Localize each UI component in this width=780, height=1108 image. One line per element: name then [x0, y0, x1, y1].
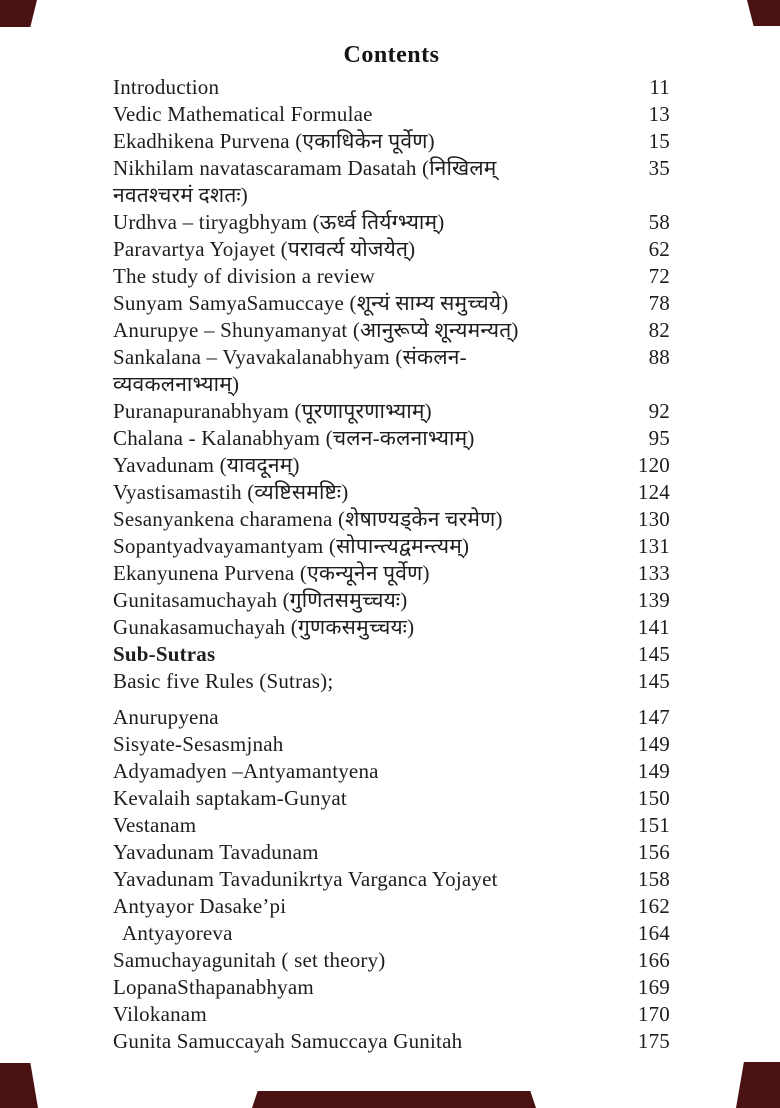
- toc-entry-page: 139: [637, 588, 670, 612]
- toc-entry-label: नवतश्चरमं दशतः): [113, 183, 248, 207]
- toc-entry-page: 130: [637, 507, 670, 531]
- toc-entry-label: Anurupye – Shunyamanyat (आनुरूप्ये शून्यमन्यत्): [113, 318, 519, 342]
- toc-entry-page: 150: [637, 786, 670, 810]
- toc-entry-page: 120: [637, 453, 670, 477]
- toc-entry-page: 162: [637, 894, 670, 918]
- toc-entry-label: Vestanam: [113, 813, 197, 837]
- toc-entry: [113, 344, 670, 371]
- toc-entry-label: Gunita Samuccayah Samuccaya Gunitah: [113, 1029, 463, 1053]
- toc-entry-label: Anurupyena: [113, 705, 219, 729]
- toc-entry-label: Sub-Sutras: [113, 642, 216, 666]
- toc-entry-label: Sunyam SamyaSamuccaye (शून्यं साम्य समुच्चये): [113, 291, 509, 315]
- toc-entry-label: Chalana - Kalanabhyam (चलन-कलनाभ्याम्): [113, 426, 475, 450]
- toc-entry-page: 158: [637, 867, 670, 891]
- scan-corner-mark-bottom-left: [0, 1063, 38, 1108]
- toc-entry-label: Sopantyadvayamantyam (सोपान्त्यद्वमन्त्यम्): [113, 534, 470, 558]
- toc-entry-label: Sesanyankena charamena (शेषाण्यड्केन चरमेण): [113, 507, 503, 531]
- toc-list: [113, 74, 670, 1055]
- toc-entry: [113, 128, 670, 155]
- toc-entry-label: Kevalaih saptakam-Gunyat: [113, 786, 347, 810]
- toc-entry-label: Ekanyunena Purvena (एकन्यूनेन पूर्वेण): [113, 561, 430, 585]
- page-title: Contents: [343, 42, 440, 68]
- toc-entry-label: Sisyate-Sesasmjnah: [113, 732, 284, 756]
- scan-mark-bottom-edge: [252, 1091, 536, 1108]
- toc-entry: [113, 533, 670, 560]
- toc-entry-label: Vedic Mathematical Formulae: [113, 102, 373, 126]
- toc-entry-page: 92: [648, 399, 670, 423]
- toc-entry: [113, 425, 670, 452]
- toc-entry: [113, 839, 670, 866]
- toc-entry-label: Yavadunam Tavadunikrtya Varganca Yojayet: [113, 867, 498, 891]
- toc-entry: [113, 668, 670, 695]
- toc-entry-page: 15: [648, 129, 670, 153]
- toc-entry-page: 133: [637, 561, 670, 585]
- toc-entry-page: 156: [637, 840, 670, 864]
- toc-entry-page: 11: [649, 75, 670, 99]
- toc-entry: [113, 74, 670, 101]
- toc-entry-page: 149: [637, 759, 670, 783]
- toc-entry-label: Adyamadyen –Antyamantyena: [113, 759, 379, 783]
- toc-entry-page: 82: [648, 318, 670, 342]
- toc-entry: [113, 398, 670, 425]
- scan-corner-mark-bottom-right: [736, 1062, 780, 1108]
- toc-entry-page: 164: [637, 921, 670, 945]
- toc-entry-label: Basic five Rules (Sutras);: [113, 669, 334, 693]
- toc-entry-page: 145: [637, 669, 670, 693]
- toc-entry-label: Nikhilam navatascaramam Dasatah (निखिलम्: [113, 156, 497, 180]
- toc-entry: [113, 641, 670, 668]
- toc-entry-page: 169: [637, 975, 670, 999]
- toc-entry-page: 88: [648, 345, 670, 369]
- toc-entry: [113, 506, 670, 533]
- toc-entry-page: 124: [637, 480, 670, 504]
- toc-entry-label: Gunitasamuchayah (गुणितसमुच्चयः): [113, 588, 408, 612]
- toc-entry: [113, 614, 670, 641]
- toc-entry-page: 62: [648, 237, 670, 261]
- toc-entry: [113, 236, 670, 263]
- toc-entry: [113, 1028, 670, 1055]
- toc-entry: [113, 101, 670, 128]
- toc-entry: [113, 560, 670, 587]
- scan-corner-mark-top-left: [0, 0, 37, 27]
- toc-entry: [113, 155, 670, 182]
- toc-entry-label: Antyayor Dasake’pi: [113, 894, 287, 918]
- toc-entry: [113, 731, 670, 758]
- toc-entry-continuation: [113, 371, 670, 398]
- toc-entry-page: 95: [648, 426, 670, 450]
- toc-entry-page: 78: [648, 291, 670, 315]
- toc-entry-page: 147: [637, 705, 670, 729]
- toc-entry: [113, 893, 670, 920]
- toc-entry-page: 151: [637, 813, 670, 837]
- toc-entry-label: Urdhva – tiryagbhyam (ऊर्ध्व तिर्यग्भ्याम्): [113, 210, 445, 234]
- scan-corner-mark-top-right: [747, 0, 780, 26]
- toc-entry: [113, 1001, 670, 1028]
- toc-content: [113, 40, 670, 1055]
- toc-entry-label: Samuchayagunitah ( set theory): [113, 948, 386, 972]
- toc-entry-label: Introduction: [113, 75, 220, 99]
- toc-entry-page: 175: [637, 1029, 670, 1053]
- toc-entry-label: Paravartya Yojayet (परावर्त्य योजयेत्): [113, 237, 416, 261]
- toc-entry-continuation: [113, 182, 670, 209]
- toc-entry-label: Yavadunam Tavadunam: [113, 840, 319, 864]
- toc-entry: [113, 209, 670, 236]
- toc-entry-label: Ekadhikena Purvena (एकाधिकेन पूर्वेण): [113, 129, 435, 153]
- toc-entry: [113, 920, 670, 947]
- toc-entry-label: Vilokanam: [113, 1002, 207, 1026]
- toc-entry: [113, 263, 670, 290]
- toc-entry-page: 166: [637, 948, 670, 972]
- toc-entry-page: 141: [637, 615, 670, 639]
- toc-entry-label: Gunakasamuchayah (गुणकसमुच्चयः): [113, 615, 415, 639]
- toc-entry-page: 149: [637, 732, 670, 756]
- toc-entry: [113, 704, 670, 731]
- toc-entry-label: Puranapuranabhyam (पूरणापूरणाभ्याम्): [113, 399, 432, 423]
- toc-entry-label: Antyayoreva: [122, 921, 233, 945]
- toc-entry-page: 72: [648, 264, 670, 288]
- toc-entry: [113, 452, 670, 479]
- toc-entry-label: The study of division a review: [113, 264, 376, 288]
- toc-entry-page: 13: [648, 102, 670, 126]
- toc-entry: [113, 974, 670, 1001]
- toc-entry-page: 35: [648, 156, 670, 180]
- toc-entry-label: Vyastisamastih (व्यष्टिसमष्टिः): [113, 480, 349, 504]
- toc-entry: [113, 947, 670, 974]
- toc-entry: [113, 317, 670, 344]
- toc-entry: [113, 785, 670, 812]
- toc-entry: [113, 587, 670, 614]
- toc-entry-page: 58: [648, 210, 670, 234]
- toc-entry-label: Yavadunam (यावदूनम्): [113, 453, 300, 477]
- toc-entry-label: व्यवकलनाभ्याम्): [113, 372, 240, 396]
- toc-entry: [113, 479, 670, 506]
- toc-entry: [113, 812, 670, 839]
- toc-entry: [113, 866, 670, 893]
- toc-entry-page: 131: [637, 534, 670, 558]
- toc-entry-page: 145: [637, 642, 670, 666]
- toc-entry: [113, 290, 670, 317]
- toc-entry-label: LopanaSthapanabhyam: [113, 975, 314, 999]
- toc-entry-label: Sankalana – Vyavakalanabhyam (संकलन-: [113, 345, 467, 369]
- toc-entry-page: 170: [637, 1002, 670, 1026]
- toc-entry: [113, 758, 670, 785]
